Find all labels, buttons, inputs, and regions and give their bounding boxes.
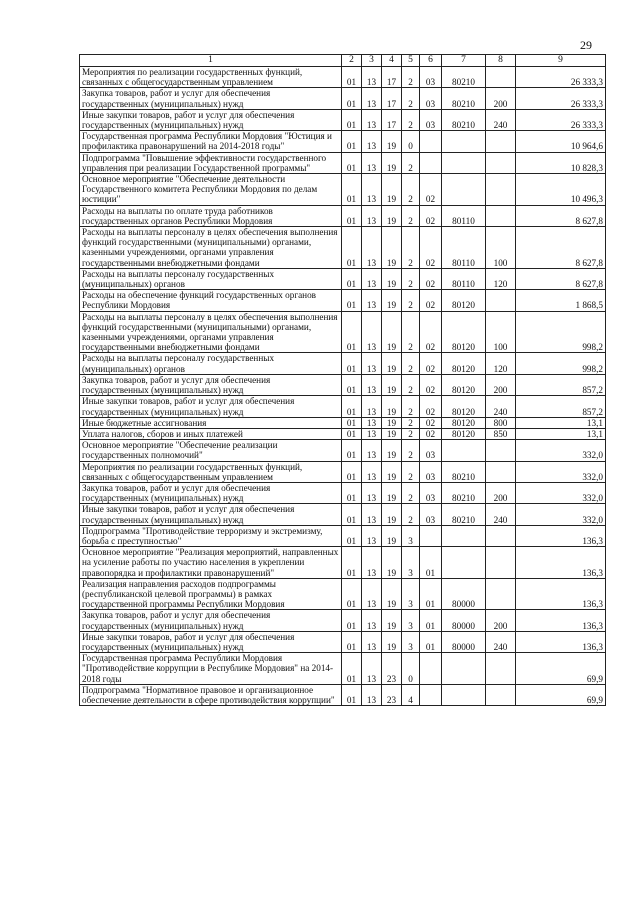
row-section: 01 (342, 290, 362, 311)
row-subsection: 13 (362, 504, 382, 525)
row-section: 01 (342, 205, 362, 226)
row-subsection: 13 (362, 174, 382, 206)
table-row (80, 152, 606, 173)
table-row (80, 631, 606, 652)
row-program: 19 (382, 482, 402, 503)
row-amount: 8 627,8 (516, 268, 606, 289)
row-subprogram: 2 (402, 88, 420, 109)
row-amount: 857,2 (516, 396, 606, 417)
row-section: 01 (342, 396, 362, 417)
row-name: Закупка товаров, работ и услуг для обеспечения государственных (муниципальных) нужд (80, 88, 342, 109)
row-name: Основное мероприятие "Обеспечение реализации государственных полномочий" (80, 440, 342, 461)
row-name: Иные закупки товаров, работ и услуг для обеспечения государственных (муниципальных) нужд (80, 631, 342, 652)
row-program: 19 (382, 428, 402, 439)
row-expense-type (486, 67, 516, 88)
row-amount: 26 333,3 (516, 67, 606, 88)
row-activity: 02 (420, 374, 442, 395)
row-section: 01 (342, 610, 362, 631)
row-program: 19 (382, 504, 402, 525)
row-activity (420, 684, 442, 705)
row-activity: 03 (420, 461, 442, 482)
row-subprogram: 2 (402, 311, 420, 353)
row-subprogram: 3 (402, 578, 420, 610)
row-program: 19 (382, 131, 402, 152)
row-subprogram: 2 (402, 440, 420, 461)
row-program: 17 (382, 109, 402, 130)
row-direction: 80110 (442, 227, 486, 269)
row-amount: 136,3 (516, 578, 606, 610)
row-activity: 03 (420, 440, 442, 461)
row-subprogram: 0 (402, 653, 420, 685)
row-program: 19 (382, 205, 402, 226)
row-expense-type (486, 547, 516, 579)
row-section: 01 (342, 417, 362, 428)
row-subsection: 13 (362, 440, 382, 461)
table-row (80, 547, 606, 579)
row-expense-type: 240 (486, 109, 516, 130)
row-amount: 26 333,3 (516, 88, 606, 109)
row-amount: 857,2 (516, 374, 606, 395)
row-subprogram: 2 (402, 374, 420, 395)
row-section: 01 (342, 311, 362, 353)
row-section: 01 (342, 131, 362, 152)
row-amount: 10 828,3 (516, 152, 606, 173)
row-program: 19 (382, 290, 402, 311)
row-subsection: 13 (362, 610, 382, 631)
row-name: Расходы на выплаты персоналу в целях обеспечения выполнения функций государственными (муниципальными) органами, казенными учреждениями, органами управления государственными внебюджетными фондами (80, 227, 342, 269)
row-direction: 80110 (442, 268, 486, 289)
row-expense-type: 800 (486, 417, 516, 428)
row-section: 01 (342, 578, 362, 610)
row-section: 01 (342, 684, 362, 705)
header-col-9: 9 (516, 55, 606, 67)
row-subsection: 13 (362, 374, 382, 395)
row-direction (442, 152, 486, 173)
row-direction (442, 440, 486, 461)
row-subsection: 13 (362, 205, 382, 226)
row-section: 01 (342, 152, 362, 173)
budget-table (79, 54, 606, 706)
row-program: 19 (382, 631, 402, 652)
table-row (80, 311, 606, 353)
row-subprogram: 2 (402, 482, 420, 503)
row-expense-type: 240 (486, 504, 516, 525)
row-amount: 1 868,5 (516, 290, 606, 311)
table-row (80, 67, 606, 88)
row-program: 19 (382, 227, 402, 269)
row-activity: 02 (420, 396, 442, 417)
row-amount: 998,2 (516, 353, 606, 374)
row-subprogram: 2 (402, 109, 420, 130)
row-expense-type: 200 (486, 482, 516, 503)
row-name: Иные закупки товаров, работ и услуг для обеспечения государственных (муниципальных) нужд (80, 504, 342, 525)
table-row (80, 684, 606, 705)
row-expense-type (486, 152, 516, 173)
row-expense-type: 200 (486, 610, 516, 631)
row-amount: 332,0 (516, 504, 606, 525)
row-subprogram: 3 (402, 631, 420, 652)
row-amount: 998,2 (516, 311, 606, 353)
table-row (80, 610, 606, 631)
table-row (80, 227, 606, 269)
row-subsection: 13 (362, 131, 382, 152)
header-row (80, 55, 606, 67)
row-activity: 02 (420, 227, 442, 269)
row-subprogram: 3 (402, 610, 420, 631)
row-activity (420, 525, 442, 546)
row-program: 19 (382, 353, 402, 374)
row-direction: 80120 (442, 417, 486, 428)
header-col-6: 6 (420, 55, 442, 67)
row-name: Основное мероприятие "Обеспечение деятельности Государственного комитета Республики Мордовия по делам юстиции" (80, 174, 342, 206)
row-amount: 10 964,6 (516, 131, 606, 152)
header-col-1: 1 (80, 55, 342, 67)
row-subsection: 13 (362, 152, 382, 173)
row-section: 01 (342, 268, 362, 289)
row-expense-type: 240 (486, 396, 516, 417)
row-expense-type (486, 131, 516, 152)
row-expense-type: 200 (486, 88, 516, 109)
row-direction: 80120 (442, 374, 486, 395)
row-direction: 80120 (442, 311, 486, 353)
row-subprogram: 0 (402, 131, 420, 152)
row-direction: 80120 (442, 353, 486, 374)
row-direction: 80120 (442, 290, 486, 311)
header-col-7: 7 (442, 55, 486, 67)
row-amount: 332,0 (516, 482, 606, 503)
table-row (80, 205, 606, 226)
row-program: 19 (382, 152, 402, 173)
table-row (80, 109, 606, 130)
table-row (80, 174, 606, 206)
row-expense-type (486, 525, 516, 546)
row-subsection: 13 (362, 353, 382, 374)
row-amount: 332,0 (516, 440, 606, 461)
row-section: 01 (342, 440, 362, 461)
row-expense-type (486, 461, 516, 482)
row-subprogram: 2 (402, 428, 420, 439)
row-name: Подпрограмма "Нормативное правовое и организационное обеспечение деятельности в сфере противодействия коррупции" (80, 684, 342, 705)
row-name: Расходы на выплаты по оплате труда работников государственных органов Республики Мордовия (80, 205, 342, 226)
row-expense-type (486, 440, 516, 461)
row-section: 01 (342, 631, 362, 652)
row-subprogram: 2 (402, 152, 420, 173)
row-amount: 69,9 (516, 684, 606, 705)
row-subsection: 13 (362, 547, 382, 579)
row-section: 01 (342, 67, 362, 88)
row-name: Подпрограмма "Противодействие терроризму и экстремизму, борьба с преступностью" (80, 525, 342, 546)
row-activity: 02 (420, 205, 442, 226)
row-section: 01 (342, 482, 362, 503)
row-section: 01 (342, 547, 362, 579)
row-amount: 8 627,8 (516, 227, 606, 269)
row-subsection: 13 (362, 290, 382, 311)
row-activity: 01 (420, 547, 442, 579)
row-amount: 69,9 (516, 653, 606, 685)
row-subsection: 13 (362, 417, 382, 428)
row-program: 17 (382, 88, 402, 109)
row-direction (442, 547, 486, 579)
row-subsection: 13 (362, 578, 382, 610)
row-amount: 136,3 (516, 547, 606, 579)
row-activity: 02 (420, 428, 442, 439)
table-row (80, 428, 606, 439)
row-expense-type: 200 (486, 374, 516, 395)
page-number: 29 (580, 38, 592, 52)
row-activity: 03 (420, 67, 442, 88)
row-direction: 80000 (442, 578, 486, 610)
table-row (80, 131, 606, 152)
row-direction (442, 174, 486, 206)
header-col-5: 5 (402, 55, 420, 67)
row-direction (442, 131, 486, 152)
row-subsection: 13 (362, 684, 382, 705)
row-program: 17 (382, 67, 402, 88)
row-name: Закупка товаров, работ и услуг для обеспечения государственных (муниципальных) нужд (80, 374, 342, 395)
row-program: 19 (382, 440, 402, 461)
row-section: 01 (342, 88, 362, 109)
row-activity: 02 (420, 417, 442, 428)
row-name: Расходы на обеспечение функций государственных органов Республики Мордовия (80, 290, 342, 311)
row-name: Уплата налогов, сборов и иных платежей (80, 428, 342, 439)
row-program: 19 (382, 374, 402, 395)
row-subprogram: 2 (402, 227, 420, 269)
row-subsection: 13 (362, 482, 382, 503)
row-activity: 02 (420, 353, 442, 374)
row-program: 19 (382, 547, 402, 579)
row-subprogram: 2 (402, 205, 420, 226)
row-activity: 02 (420, 174, 442, 206)
row-direction: 80110 (442, 205, 486, 226)
row-expense-type: 120 (486, 268, 516, 289)
table-row (80, 417, 606, 428)
row-subsection: 13 (362, 396, 382, 417)
row-activity: 02 (420, 268, 442, 289)
table-row (80, 88, 606, 109)
row-direction (442, 684, 486, 705)
row-section: 01 (342, 109, 362, 130)
row-activity: 02 (420, 311, 442, 353)
row-name: Закупка товаров, работ и услуг для обеспечения государственных (муниципальных) нужд (80, 482, 342, 503)
row-name: Расходы на выплаты персоналу государственных (муниципальных) органов (80, 353, 342, 374)
row-subsection: 13 (362, 631, 382, 652)
row-activity: 02 (420, 290, 442, 311)
row-name: Мероприятия по реализации государственных функций, связанных с общегосударственным управлением (80, 67, 342, 88)
row-direction: 80210 (442, 67, 486, 88)
row-direction (442, 525, 486, 546)
row-program: 19 (382, 461, 402, 482)
row-subprogram: 2 (402, 396, 420, 417)
row-section: 01 (342, 374, 362, 395)
table-body (80, 67, 606, 706)
row-activity: 03 (420, 504, 442, 525)
row-name: Расходы на выплаты персоналу в целях обеспечения выполнения функций государственными (муниципальными) органами, казенными учреждениями, органами управления государственными внебюджетными фондами (80, 311, 342, 353)
row-expense-type: 100 (486, 311, 516, 353)
row-name: Государственная программа Республики Мордовия "Противодействие коррупции в Республике Мордовия" на 2014-2018 годы (80, 653, 342, 685)
row-program: 23 (382, 653, 402, 685)
row-subprogram: 2 (402, 417, 420, 428)
row-subprogram: 2 (402, 353, 420, 374)
table-row (80, 525, 606, 546)
row-subsection: 13 (362, 653, 382, 685)
row-subprogram: 2 (402, 290, 420, 311)
row-activity (420, 131, 442, 152)
row-program: 19 (382, 578, 402, 610)
row-activity: 03 (420, 88, 442, 109)
row-subsection: 13 (362, 268, 382, 289)
row-program: 23 (382, 684, 402, 705)
row-section: 01 (342, 227, 362, 269)
row-expense-type (486, 290, 516, 311)
row-program: 19 (382, 396, 402, 417)
row-activity: 01 (420, 578, 442, 610)
table-row (80, 482, 606, 503)
row-program: 19 (382, 417, 402, 428)
row-activity: 01 (420, 631, 442, 652)
header-col-8: 8 (486, 55, 516, 67)
table-row (80, 353, 606, 374)
row-expense-type (486, 653, 516, 685)
row-subsection: 13 (362, 311, 382, 353)
row-subsection: 13 (362, 109, 382, 130)
row-direction: 80120 (442, 396, 486, 417)
row-expense-type (486, 578, 516, 610)
row-activity (420, 152, 442, 173)
row-subprogram: 2 (402, 67, 420, 88)
row-name: Государственная программа Республики Мордовия "Юстиция и профилактика правонарушений на 2014-2018 годы" (80, 131, 342, 152)
row-section: 01 (342, 174, 362, 206)
header-col-4: 4 (382, 55, 402, 67)
row-amount: 10 496,3 (516, 174, 606, 206)
row-activity: 03 (420, 482, 442, 503)
row-direction: 80210 (442, 482, 486, 503)
table-row (80, 396, 606, 417)
row-expense-type (486, 205, 516, 226)
row-program: 19 (382, 268, 402, 289)
row-subsection: 13 (362, 428, 382, 439)
row-activity: 01 (420, 610, 442, 631)
row-section: 01 (342, 504, 362, 525)
row-name: Основное мероприятие "Реализация мероприятий, направленных на усиление работы по участию населения в укреплении правопорядка и профилактики правонарушений" (80, 547, 342, 579)
row-direction: 80210 (442, 88, 486, 109)
row-amount: 136,3 (516, 610, 606, 631)
row-name: Закупка товаров, работ и услуг для обеспечения государственных (муниципальных) нужд (80, 610, 342, 631)
row-expense-type: 120 (486, 353, 516, 374)
row-direction: 80000 (442, 631, 486, 652)
row-name: Иные закупки товаров, работ и услуг для обеспечения государственных (муниципальных) нужд (80, 396, 342, 417)
row-section: 01 (342, 461, 362, 482)
row-subsection: 13 (362, 67, 382, 88)
row-amount: 8 627,8 (516, 205, 606, 226)
row-expense-type (486, 174, 516, 206)
row-subsection: 13 (362, 227, 382, 269)
row-subprogram: 3 (402, 525, 420, 546)
row-direction: 80210 (442, 109, 486, 130)
row-direction (442, 653, 486, 685)
table-row (80, 374, 606, 395)
row-amount: 136,3 (516, 525, 606, 546)
row-subsection: 13 (362, 88, 382, 109)
row-amount: 26 333,3 (516, 109, 606, 130)
row-amount: 13,1 (516, 417, 606, 428)
table-row (80, 268, 606, 289)
row-name: Иные бюджетные ассигнования (80, 417, 342, 428)
row-expense-type: 100 (486, 227, 516, 269)
table-row (80, 440, 606, 461)
row-amount: 136,3 (516, 631, 606, 652)
row-program: 19 (382, 311, 402, 353)
row-direction: 80210 (442, 461, 486, 482)
row-section: 01 (342, 653, 362, 685)
row-amount: 332,0 (516, 461, 606, 482)
header-col-2: 2 (342, 55, 362, 67)
row-amount: 13,1 (516, 428, 606, 439)
row-direction: 80210 (442, 504, 486, 525)
row-activity: 03 (420, 109, 442, 130)
row-subsection: 13 (362, 525, 382, 546)
row-name: Подпрограмма "Повышение эффективности государственного управления при реализации Государственной программы" (80, 152, 342, 173)
row-name: Иные закупки товаров, работ и услуг для обеспечения государственных (муниципальных) нужд (80, 109, 342, 130)
row-section: 01 (342, 353, 362, 374)
row-expense-type (486, 684, 516, 705)
table-row (80, 504, 606, 525)
row-subprogram: 2 (402, 504, 420, 525)
row-subprogram: 2 (402, 174, 420, 206)
row-direction: 80120 (442, 428, 486, 439)
row-expense-type: 850 (486, 428, 516, 439)
row-subprogram: 2 (402, 268, 420, 289)
table-row (80, 578, 606, 610)
table-row (80, 653, 606, 685)
row-subprogram: 3 (402, 547, 420, 579)
row-activity (420, 653, 442, 685)
row-name: Реализация направления расходов подпрограммы (республиканской целевой программы) в рамках государственной программы Республики Мордовия (80, 578, 342, 610)
row-subprogram: 2 (402, 461, 420, 482)
row-program: 19 (382, 174, 402, 206)
row-expense-type: 240 (486, 631, 516, 652)
row-section: 01 (342, 525, 362, 546)
row-subprogram: 4 (402, 684, 420, 705)
table-row (80, 461, 606, 482)
row-program: 19 (382, 525, 402, 546)
table-row (80, 290, 606, 311)
row-direction: 80000 (442, 610, 486, 631)
row-name: Мероприятия по реализации государственных функций, связанных с общегосударственным управлением (80, 461, 342, 482)
row-section: 01 (342, 428, 362, 439)
row-subsection: 13 (362, 461, 382, 482)
row-name: Расходы на выплаты персоналу государственных (муниципальных) органов (80, 268, 342, 289)
row-program: 19 (382, 610, 402, 631)
header-col-3: 3 (362, 55, 382, 67)
